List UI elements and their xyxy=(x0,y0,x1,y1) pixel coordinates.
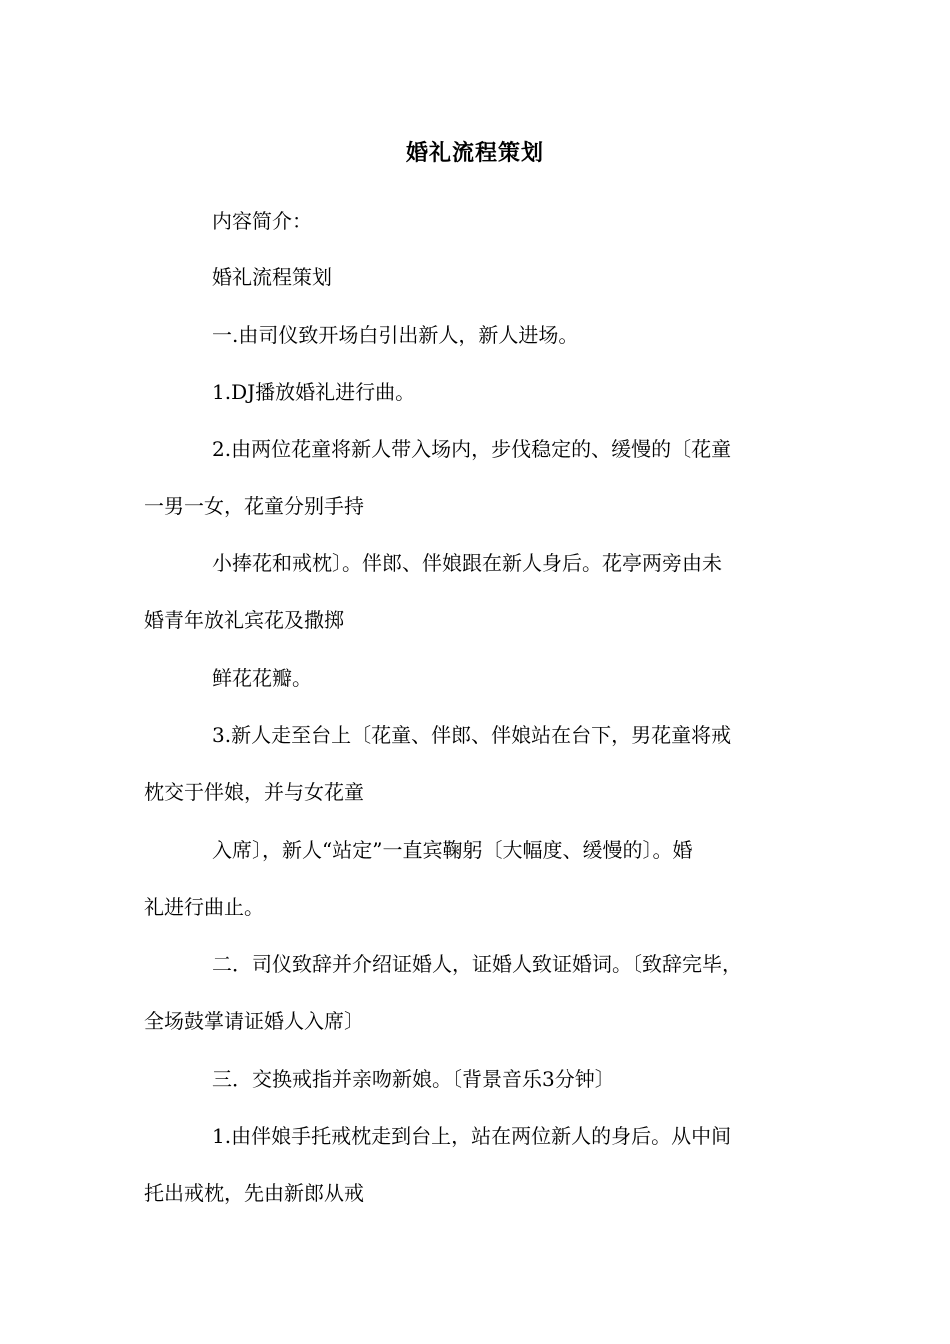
paragraph-line: 入席〕，新人“站定”一直宾鞠躬〔大幅度、缓慢的〕。婚 xyxy=(212,838,693,862)
paragraph-line: 2.由两位花童将新人带入场内，步伐稳定的、缓慢的〔花童 xyxy=(212,437,732,461)
paragraph-line: 枕交于伴娘，并与女花童 xyxy=(144,780,364,804)
paragraph-line: 内容简介： xyxy=(212,209,312,233)
paragraph-line: 全场鼓掌请证婚人入席〕 xyxy=(144,1009,364,1033)
paragraph-line: 托出戒枕，先由新郎从戒 xyxy=(144,1181,364,1205)
paragraph-line: 婚礼流程策划 xyxy=(212,265,332,289)
paragraph-line: 3.新人走至台上〔花童、伴郎、伴娘站在台下，男花童将戒 xyxy=(212,723,732,747)
paragraph-line: 一男一女，花童分别手持 xyxy=(144,494,364,518)
paragraph-line: 1.DJ播放婚礼进行曲。 xyxy=(212,380,416,404)
paragraph-line: 礼进行曲止。 xyxy=(144,895,264,919)
paragraph-line: 二．司仪致辞并介绍证婚人，证婚人致证婚词。〔致辞完毕， xyxy=(212,952,742,976)
paragraph-line: 鲜花花瓣。 xyxy=(212,666,312,690)
paragraph-line: 三．交换戒指并亲吻新娘。〔背景音乐3分钟〕 xyxy=(212,1067,615,1091)
paragraph-line: 1.由伴娘手托戒枕走到台上，站在两位新人的身后。从中间 xyxy=(212,1124,732,1148)
document-title: 婚礼流程策划 xyxy=(405,140,544,166)
paragraph-line: 婚青年放礼宾花及撒掷 xyxy=(144,608,344,632)
paragraph-line: 一.由司仪致开场白引出新人，新人进场。 xyxy=(212,323,579,347)
paragraph-line: 小捧花和戒枕〕。伴郎、伴娘跟在新人身后。花亭两旁由未 xyxy=(212,551,722,575)
